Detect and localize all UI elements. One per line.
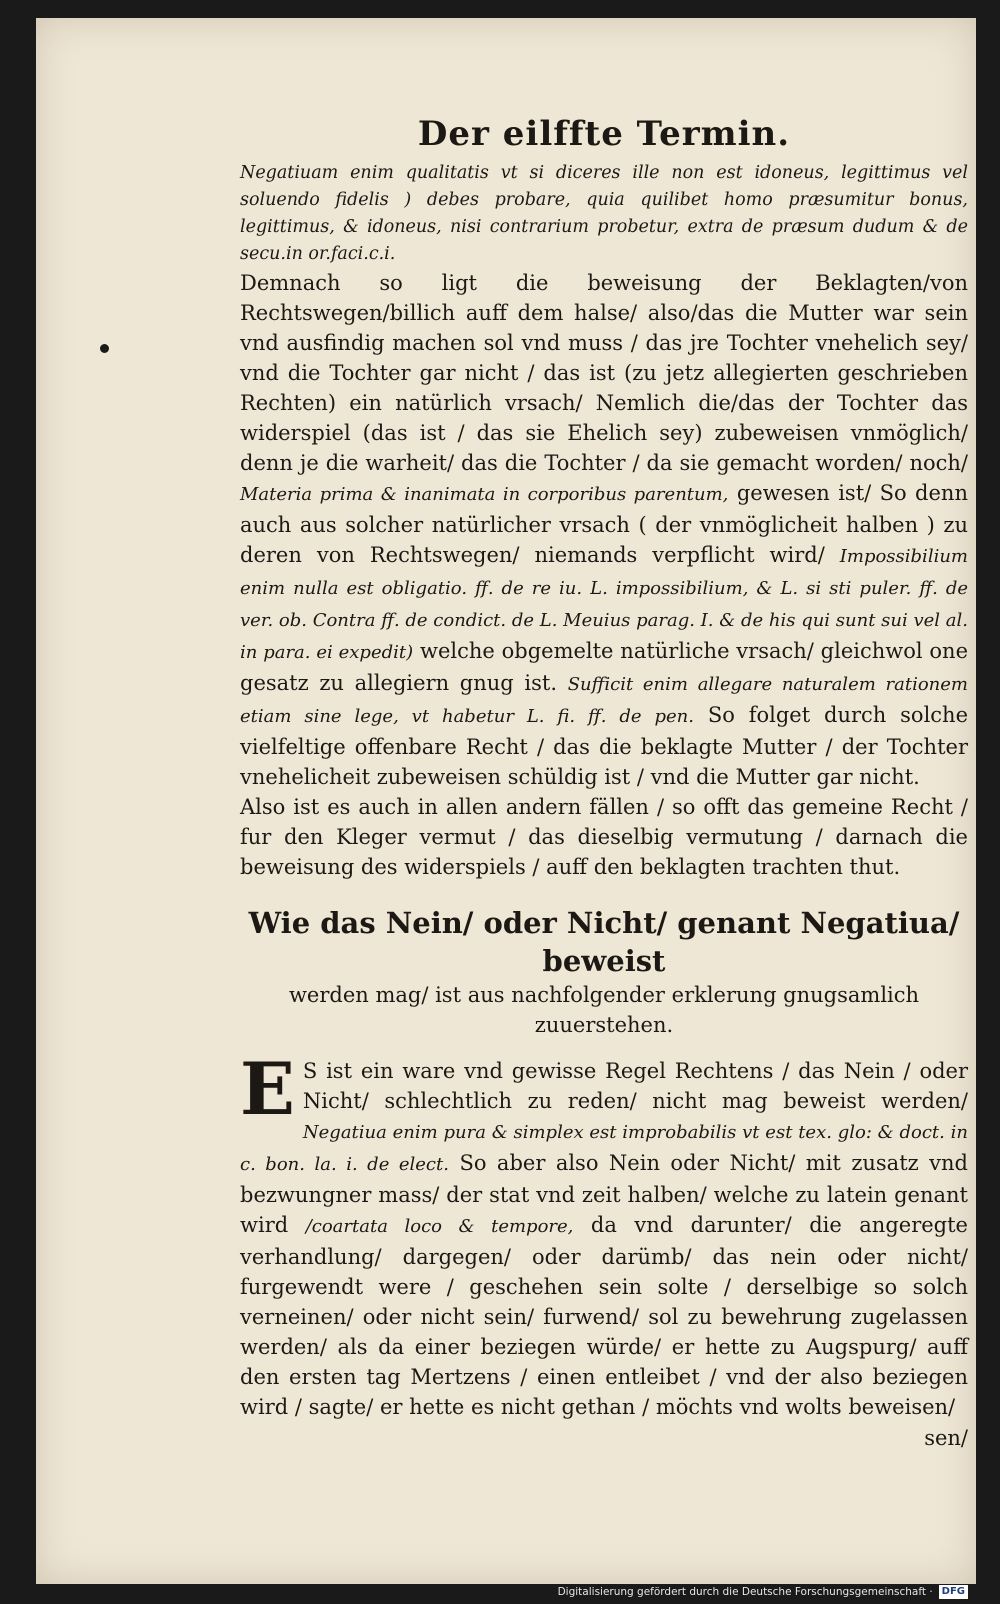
paragraph-1-text-d: So folget durch solche vielfeltige offenbare Recht / das die beklagte Mutter / der Tochter vnehelicheit zubeweisen schüldig ist / vnd die Mutter gar nicht. (240, 703, 969, 789)
latin-intro: Negatiuam enim qualitatis vt si diceres ille non est idoneus, legittimus vel soluendo fidelis ) debes probare, quia quilibet homo præsumitur bonus, legittimus, & idoneus, nisi contrarium probetur, extra de præsum dudum & de secu.in or.faci.c.i. (240, 163, 968, 264)
paragraph-3 (240, 1046, 968, 1422)
paragraph-1-text-a: Demnach so ligt die beweisung der Beklagten/von Rechtswegen/billich auff dem halse/ also/das die Mutter war sein vnd ausfindig machen sol vnd muss / das jre Tochter vnehelich sey/ vnd die Tochter gar nicht / das ist (zu jetz allegierten geschrieben Rechten) ein natürlich vrsach/ Nemlich die/das der Tochter das widerspiel (das ist / das sie Ehelich sey) zubeweisen vnmöglich/ denn je die warheit/ das die Tochter / da sie gemacht worden/ noch/ (240, 271, 968, 475)
paragraph-3-text-a: S ist ein ware vnd gewisse Regel Rechtens / das Nein / oder Nicht/ schlechtlich zu reden/ nicht mag beweist werden/ (302, 1059, 968, 1113)
catchword: sen/ (924, 1426, 968, 1450)
footer-text: Digitalisierung gefördert durch die Deutsche Forschungsgemeinschaft · (557, 1586, 933, 1598)
section-heading-line-2: werden mag/ ist aus nachfolgender erklerung gnugsamlich zuuerstehen. (288, 983, 920, 1037)
paragraph-1-latin-a: Materia prima & inanimata in corporibus parentum, (240, 484, 729, 505)
footer-credit (558, 1584, 968, 1600)
paragraph-1-text-c: welche obgemelte natürliche vrsach/ gleichwol one gesatz zu allegiern gnug ist. (240, 639, 968, 695)
drop-cap-initial: E (240, 1046, 295, 1131)
paragraph-3-latin-a: Negatiua enim pura & simplex est improbabilis vt est tex. glo: & doct. in c. bon. la. i. de elect. (240, 1122, 968, 1175)
dfg-logo: DFG (939, 1585, 968, 1599)
paragraph-1-latin-b: Impossibilium enim nulla est obligatio. ff. de re iu. L. impossibilium, & L. si sti puler. ff. de ver. ob. Contra ff. de condict. de L. Meuius parag. I. & de his qui sunt sui vel al. in para. ei expedit) (240, 546, 968, 663)
paragraph-1 (240, 268, 968, 792)
running-head: Der eilffte Termin. (417, 114, 791, 154)
section-heading-line-1: Wie das Nein/ oder Nicht/ genant Negatiua/ beweist (248, 906, 960, 978)
paragraph-3-text-c: da vnd darunter/ die angeregte verhandlung/ dargegen/ oder darümb/ das nein oder nicht/ furgewendt were / geschehen sein solte / derselbige so solch verneinen/ oder nicht sein/ furwend/ sol zu bewehrung zugelassen werden/ als da einer beziegen würde/ er hette zu Augspurg/ auff den ersten tag Mertzens / einen entleibet / vnd der also beziegen wird / sagte/ er hette es nicht gethan / möchts vnd wolts beweisen/ (240, 1213, 968, 1419)
paragraph-1-text-b: gewesen ist/ So denn auch aus solcher natürlicher vrsach ( der vnmöglicheit halben ) zu deren von Rechtswegen/ niemands verpflicht wird/ (240, 481, 968, 567)
paragraph-2: Also ist es auch in allen andern fällen / so offt das gemeine Recht / fur den Kleger vermut / das dieselbig vermutung / darnach die beweisung des widerspiels / auff den beklagten trachten thut. (240, 795, 968, 879)
paragraph-3-text-b: So aber also Nein oder Nicht/ mit zusatz vnd bezwungner mass/ der stat vnd zeit halben/ welche zu latein genant wird (240, 1151, 968, 1237)
scanned-page (36, 18, 976, 1584)
paragraph-3-latin-b: /coartata loco & tempore, (305, 1216, 574, 1237)
section-heading (240, 904, 968, 1040)
paragraph-1-latin-c: Sufficit enim allegare naturalem rationem etiam sine lege, vt habetur L. fi. ff. de pen. (240, 674, 968, 727)
page-content (240, 114, 968, 1450)
ink-dot (100, 344, 109, 353)
